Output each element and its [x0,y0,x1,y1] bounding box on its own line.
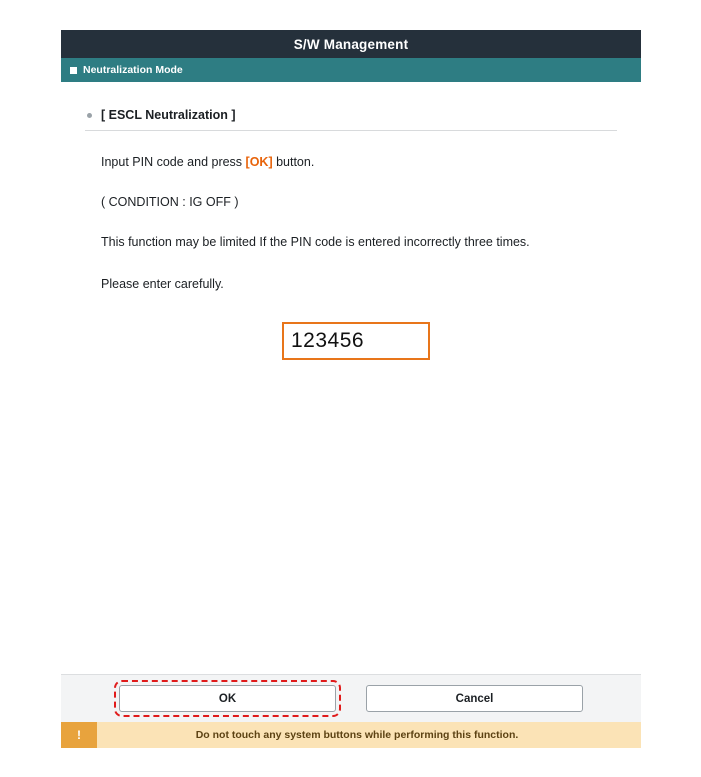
ok-button[interactable]: OK [119,685,336,712]
window-title-bar [61,30,641,58]
dot-bullet-icon [87,113,92,118]
sw-management-window [61,30,641,748]
cancel-button[interactable]: Cancel [366,685,583,712]
section-header [85,108,617,131]
content-area [61,82,641,674]
instruction-ok-highlight: [OK] [245,155,273,169]
section-title: [ ESCL Neutralization ] [101,108,236,122]
mode-bar-label: Neutralization Mode [83,64,183,76]
instruction-line-3: This function may be limited If the PIN code is entered incorrectly three times. [101,235,530,250]
warning-bar [61,722,641,748]
warning-icon: ! [61,722,97,748]
instruction-line-2: ( CONDITION : IG OFF ) [101,195,239,210]
mode-bar [61,58,641,82]
square-bullet-icon [70,67,77,74]
warning-text: Do not touch any system buttons while performing this function. [195,729,519,741]
instruction-line-4: Please enter carefully. [101,277,224,292]
instruction-line-1-suffix: button. [272,155,315,169]
instruction-line-1-prefix: Input PIN code and press [101,155,246,169]
pin-input-row [85,322,617,360]
pin-code-input[interactable] [282,322,430,360]
footer-button-bar [61,674,641,722]
instruction-line-1 [85,153,617,171]
page-title: S/W Management [293,36,409,52]
